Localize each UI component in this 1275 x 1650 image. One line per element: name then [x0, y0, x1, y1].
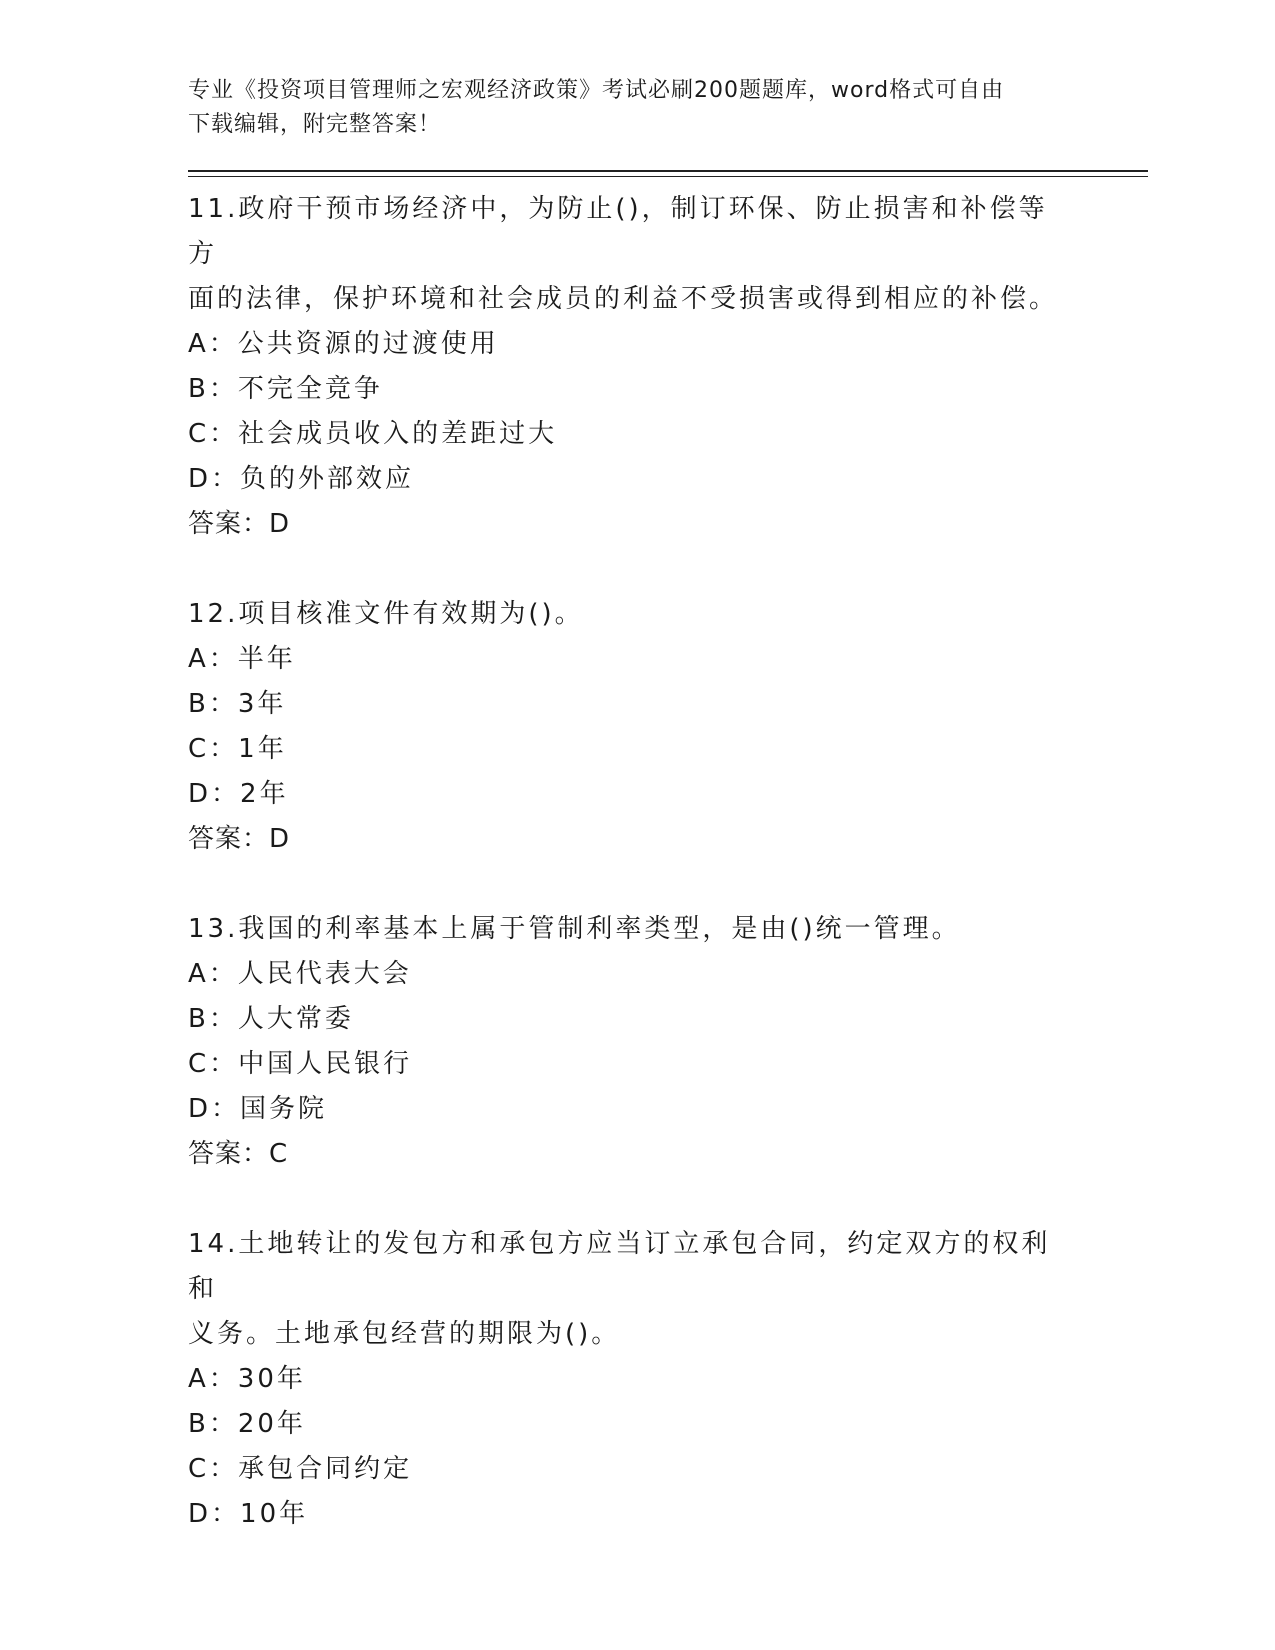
question-gap	[188, 862, 1148, 907]
answer: 答案：D	[188, 509, 291, 539]
question-stem-line: 11.政府干预市场经济中，为防止()，制订环保、防止损害和补偿等方	[188, 194, 1048, 269]
option-c: C：承包合同约定	[188, 1454, 413, 1484]
document-header	[188, 74, 1068, 142]
question-stem-line: 面的法律，保护环境和社会成员的利益不受损害或得到相应的补偿。	[188, 284, 1059, 314]
option-b: B：20年	[188, 1409, 306, 1439]
question-13	[188, 907, 1148, 1177]
question-stem	[188, 592, 1068, 637]
question-gap	[188, 547, 1148, 592]
option-d: D：负的外部效应	[188, 464, 415, 494]
question-stem-line: 义务。土地承包经营的期限为()。	[188, 1319, 621, 1349]
divider-thick	[188, 170, 1148, 172]
question-gap	[188, 1177, 1148, 1222]
option-a: A：人民代表大会	[188, 959, 412, 989]
option-b: B：不完全竞争	[188, 374, 383, 404]
answer: 答案：D	[188, 824, 291, 854]
divider-thin	[188, 176, 1148, 177]
question-12	[188, 592, 1148, 862]
option-d: D：国务院	[188, 1094, 328, 1124]
option-c: C：社会成员收入的差距过大	[188, 419, 558, 449]
option-b: B：3年	[188, 689, 287, 719]
option-b: B：人大常委	[188, 1004, 354, 1034]
question-stem	[188, 907, 1068, 952]
option-c: C：中国人民银行	[188, 1049, 413, 1079]
option-a: A：30年	[188, 1364, 306, 1394]
header-divider	[188, 170, 1148, 177]
question-stem	[188, 1222, 1068, 1357]
document-page	[188, 74, 1148, 1537]
question-stem-line: 14.土地转让的发包方和承包方应当订立承包合同，约定双方的权利和	[188, 1229, 1051, 1304]
question-stem	[188, 187, 1068, 322]
header-line-1: 专业《投资项目管理师之宏观经济政策》考试必刷200题题库，word格式可自由	[188, 78, 1005, 103]
option-a: A：公共资源的过渡使用	[188, 329, 499, 359]
question-14	[188, 1222, 1148, 1537]
header-line-2: 下载编辑，附完整答案！	[188, 112, 442, 137]
question-stem-line: 13.我国的利率基本上属于管制利率类型，是由()统一管理。	[188, 914, 961, 944]
answer: 答案：C	[188, 1139, 289, 1169]
question-11	[188, 187, 1148, 547]
question-stem-line: 12.项目核准文件有效期为()。	[188, 599, 584, 629]
option-a: A：半年	[188, 644, 296, 674]
option-c: C：1年	[188, 734, 287, 764]
option-d: D：2年	[188, 779, 289, 809]
option-d: D：10年	[188, 1499, 309, 1529]
